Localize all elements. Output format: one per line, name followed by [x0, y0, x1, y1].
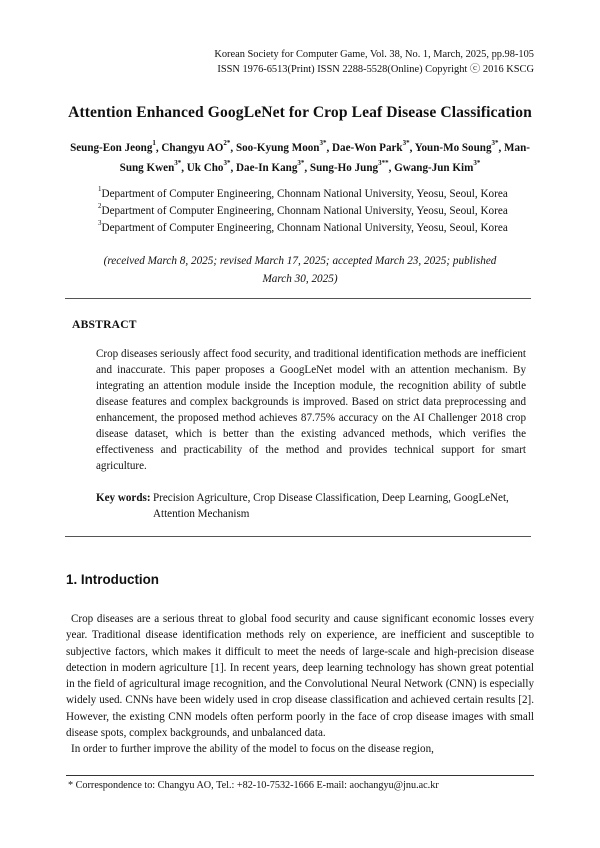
journal-citation: Korean Society for Computer Game, Vol. 38, No. 1, March, 2025, pp.98-105: [214, 49, 534, 60]
author: [414, 139, 499, 154]
footnote-rule: [66, 775, 534, 776]
paper-title: Attention Enhanced GoogLeNet for Crop Leaf Disease Classification: [68, 104, 532, 121]
author-affiliation-marker: 3*: [473, 159, 481, 168]
author: [70, 139, 156, 154]
author: [309, 159, 389, 174]
affiliation-marker: 2: [98, 202, 102, 211]
author-affiliation-marker: 3*: [223, 159, 231, 168]
affiliation-text: Department of Computer Engineering, Chonnam National University, Yeosu, Seoul, Korea: [101, 205, 508, 217]
affiliation-2: [98, 203, 513, 219]
author-affiliation-marker: 3*: [402, 139, 410, 148]
affiliation-marker: 1: [98, 185, 102, 194]
author-name: Changyu AO: [161, 142, 224, 154]
section-heading: 1. Introduction: [66, 572, 159, 587]
author-name: Soo-Kyung Moon: [235, 142, 320, 154]
author-name: Dae-In Kang: [236, 162, 298, 174]
divider-top: [65, 298, 531, 299]
author: [394, 159, 481, 174]
author-affiliation-marker: 3*: [174, 159, 182, 168]
author-name: Gwang-Jun Kim: [394, 162, 474, 174]
author-name: Sung-Ho Jung: [309, 162, 379, 174]
publication-dates: (received March 8, 2025; revised March 17, 2025; accepted March 23, 2025; published March 30, 2025): [103, 255, 497, 285]
author-name: Man-Sung Kwen: [119, 142, 530, 174]
affiliation-marker: 3: [98, 219, 102, 228]
author: [235, 139, 327, 154]
author-affiliation-marker: 1: [152, 139, 156, 148]
author-affiliation-marker: 3*: [491, 139, 499, 148]
author-name: Dae-Won Park: [332, 142, 403, 154]
abstract-heading: ABSTRACT: [72, 318, 137, 331]
affiliation-text: Department of Computer Engineering, Chonnam National University, Yeosu, Seoul, Korea: [101, 222, 508, 234]
abstract-text: Crop diseases seriously affect food security, and traditional identification methods are inefficient and inaccurate. This paper proposes a GoogLeNet model with an attention mechanism. By integrating an attention module inside the Inception module, the recognition ability of subtle disease features and complex backgrounds is improved. Based on strict data preprocessing and enhancement, the proposed method achieves 87.75% accuracy on the AI Challenger 2018 crop disease dataset, which is better than the existing advanced methods, which verifies the effectiveness and practicability of the method and provides technical support for smart agriculture.: [96, 348, 526, 472]
affiliation-3: [98, 220, 513, 236]
paragraph: Crop diseases are a serious threat to global food security and cause significant economic losses every year. Traditional disease identification methods rely on experience, are inefficient and susceptible to subjective factors, which makes it difficult to meet the needs of large-scale and high-precision disease detection in modern agriculture [1]. In recent years, deep learning technology has shown great potential in the field of agricultural image recognition, and the Convolutional Neural Network (CNN) is especially widely used. CNNs have been widely used in crop disease classification and achieved certain results [2]. However, the existing CNN models often perform poorly in the face of crop disease images with small disease spots, complex backgrounds, and unbalanced data.: [66, 613, 534, 740]
author-affiliation-marker: 3**: [378, 159, 389, 168]
journal-issn: ISSN 1976-6513(Print) ISSN 2288-5528(Online) Copyright ⓒ 2016 KSCG: [217, 64, 534, 75]
author-name: Youn-Mo Soung: [414, 142, 492, 154]
section-body: [66, 611, 534, 758]
affiliation-1: [98, 186, 513, 202]
author: [186, 159, 231, 174]
paragraph: In order to further improve the ability of the model to focus on the disease region,: [71, 743, 434, 756]
author-affiliation-marker: 2*: [223, 139, 231, 148]
author-affiliation-marker: 3*: [319, 139, 327, 148]
author-affiliation-marker: 3*: [297, 159, 305, 168]
author: [161, 139, 231, 154]
author-name: Uk Cho: [186, 162, 224, 174]
author: [236, 159, 305, 174]
affiliation-text: Department of Computer Engineering, Chonnam National University, Yeosu, Seoul, Korea: [101, 188, 508, 200]
keywords-label: Key words:: [96, 492, 151, 504]
author: [332, 139, 410, 154]
correspondence-footnote: * Correspondence to: Changyu AO, Tel.: +82-10-7532-1666 E-mail: aochangyu@jnu.ac.kr: [68, 780, 439, 791]
keywords-text: Precision Agriculture, Crop Disease Classification, Deep Learning, GoogLeNet, Attention Mechanism: [153, 492, 509, 520]
author-list: Seung-Eon Jeong$^1$, Changyu $AO^{2*}$, Soo-Kyung Moon$^{3*}$, Dae-Won Park$^{3*}$, Youn-Mo Soung$^{3*}$, Man-Sung Kwen$^{3*}$, Uk Cho$^{3*}$, Dae-In Kang$^{3*}$, Sung-Ho Jung$^{3**}$, Gwang-Jun Kim$^{3*}$: [70, 139, 530, 174]
author-name: Seung-Eon Jeong: [70, 142, 153, 154]
divider-bottom: [65, 536, 531, 537]
